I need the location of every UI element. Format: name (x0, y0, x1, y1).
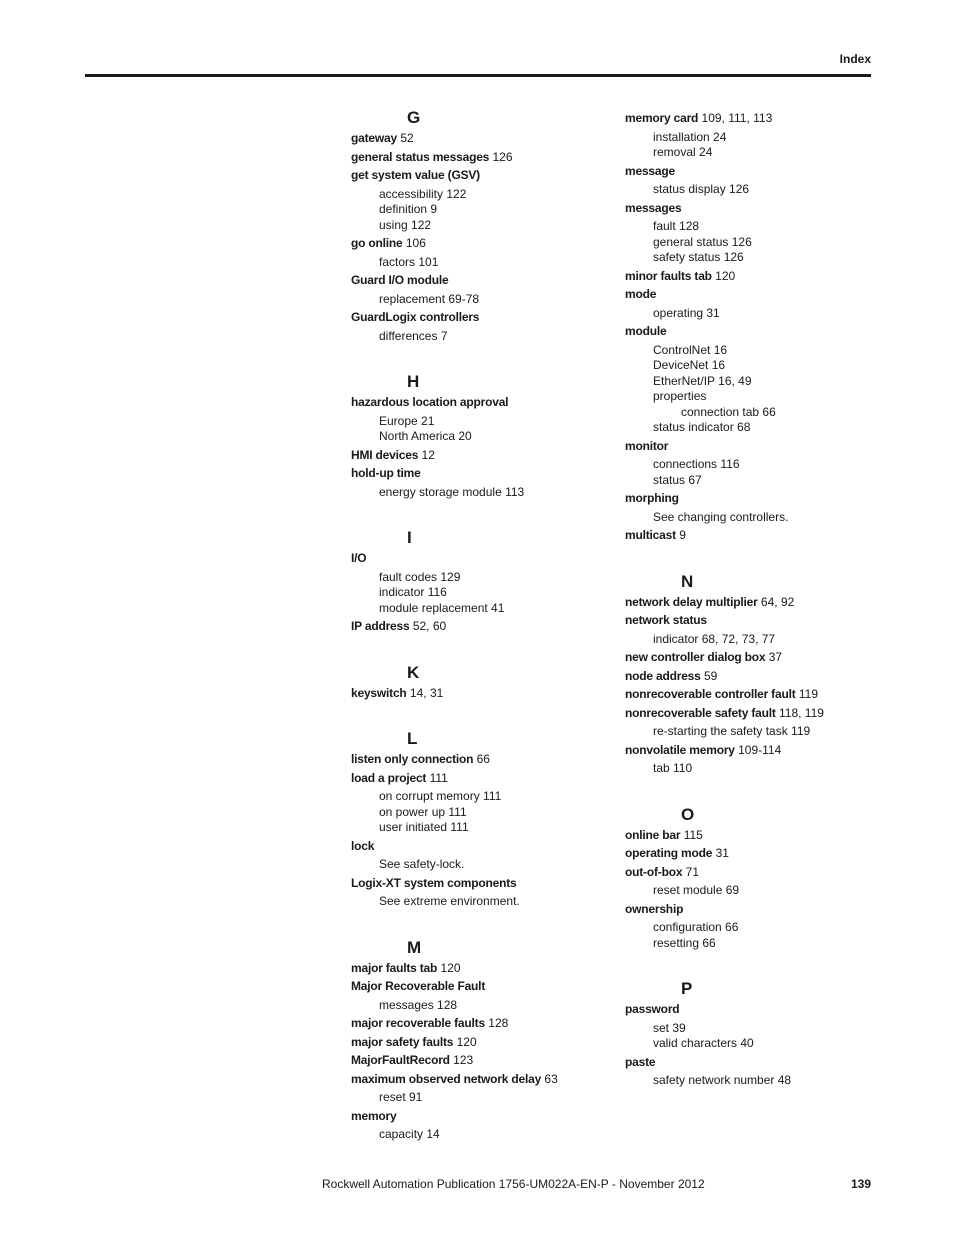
index-entry (351, 1053, 611, 1069)
index-term: multicast (625, 528, 676, 542)
index-term: Guard I/O module (351, 273, 449, 287)
index-term: Major Recoverable Fault (351, 979, 486, 993)
index-subentry: See safety-lock. (379, 857, 465, 871)
index-subentry: indicator 68, 72, 73, 77 (653, 631, 776, 646)
index-letter-heading: O (681, 804, 695, 824)
index-subentries (351, 857, 611, 873)
index-term: GuardLogix controllers (351, 310, 480, 324)
index-entry (625, 687, 885, 703)
index-entry (351, 466, 611, 482)
index-column-right (625, 108, 885, 1089)
index-entry (625, 595, 885, 611)
index-subentry: Europe 21 (379, 413, 435, 428)
index-subentries (351, 998, 611, 1014)
index-subentries (351, 255, 611, 271)
index-term: MajorFaultRecord (351, 1053, 450, 1067)
index-letter-heading: G (407, 108, 421, 127)
index-pages: 120 (456, 1034, 477, 1049)
index-subentry: status display 126 (653, 182, 750, 196)
index-subentry: accessibility 122 (379, 186, 467, 201)
index-subentry: set 39 (653, 1020, 686, 1035)
index-term: HMI devices (351, 447, 419, 462)
index-subentry: valid characters 40 (653, 1036, 754, 1050)
index-term: node address (625, 668, 701, 683)
index-entry (625, 111, 885, 127)
index-entry (351, 448, 611, 464)
index-entry (351, 150, 611, 166)
index-term: lock (351, 838, 375, 853)
index-entry (351, 961, 611, 977)
index-subentry: energy storage module 113 (379, 484, 525, 499)
index-pages: 128 (488, 1016, 509, 1030)
index-term: messages (625, 200, 682, 215)
index-pages: 106 (405, 236, 426, 250)
index-subentry: connections 116 (653, 457, 740, 471)
index-subentries (625, 182, 885, 198)
index-entry (625, 324, 885, 340)
index-entry (625, 846, 885, 862)
index-entry (625, 528, 885, 544)
index-term: module (625, 324, 667, 338)
index-entry (351, 839, 611, 855)
index-subentry: status indicator 68 (653, 420, 751, 434)
index-entry (625, 669, 885, 685)
index-subentry: reset 91 (379, 1090, 423, 1104)
index-subentries (351, 894, 611, 910)
index-pages: 123 (453, 1053, 474, 1067)
index-term: network delay multiplier (625, 594, 758, 609)
index-subentry: resetting 66 (653, 935, 716, 950)
index-subentries (625, 510, 885, 526)
index-pages: 111 (429, 770, 448, 785)
index-subentry: properties (653, 389, 707, 403)
index-subentries (351, 485, 611, 501)
index-subentries (351, 570, 611, 617)
index-term: major faults tab (351, 960, 438, 975)
index-pages: 12 (421, 447, 435, 462)
index-term: major recoverable faults (351, 1016, 485, 1030)
index-pages: 109, 111, 113 (701, 111, 773, 125)
publication-footer: Rockwell Automation Publication 1756-UM022A-EN-P - November 2012 (322, 1177, 705, 1191)
index-term: new controller dialog box (625, 650, 766, 664)
index-subentries (625, 457, 885, 488)
index-subentry: safety status 126 (653, 250, 744, 264)
index-subentry: tab 110 (653, 761, 693, 775)
index-subentry: re-starting the safety task 119 (653, 724, 811, 738)
index-term: hold-up time (351, 466, 421, 480)
index-subentry: See changing controllers. (653, 509, 789, 524)
index-entry (351, 551, 611, 567)
index-subentries (625, 306, 885, 322)
index-subentry: ControlNet 16 (653, 342, 728, 357)
index-subentry: operating 31 (653, 305, 720, 320)
index-subentry: on corrupt memory 111 (379, 789, 502, 803)
index-term: memory card (625, 111, 699, 125)
index-subentries (625, 632, 885, 648)
index-entry (351, 273, 611, 289)
index-term: gateway (351, 131, 397, 145)
index-letter-heading: K (407, 662, 420, 682)
index-entry (351, 131, 611, 147)
index-subentry: removal 24 (653, 145, 713, 159)
index-subentry: fault codes 129 (379, 569, 461, 584)
index-term: morphing (625, 491, 679, 505)
index-subentry: general status 126 (653, 234, 752, 249)
index-subentry: EtherNet/IP 16, 49 (653, 373, 752, 388)
index-term: mode (625, 287, 657, 301)
index-entry (625, 491, 885, 507)
index-subentry: connection tab 66 (681, 404, 776, 419)
index-entry (625, 865, 885, 881)
index-entry (625, 706, 885, 722)
index-entry (351, 979, 611, 995)
page-number: 139 (850, 1177, 871, 1191)
index-entry (351, 771, 611, 787)
index-subentry: using 122 (379, 217, 432, 232)
index-subentry: status 67 (653, 472, 702, 487)
running-header: Index (839, 52, 871, 66)
index-subentry: factors 101 (379, 254, 439, 269)
index-subentries (351, 414, 611, 445)
index-letter-heading: I (407, 528, 412, 547)
index-term: Logix-XT system components (351, 875, 517, 890)
index-pages: 9 (679, 528, 686, 542)
index-entry (351, 752, 611, 768)
index-term: maximum observed network delay (351, 1071, 542, 1086)
index-entry (625, 269, 885, 285)
index-pages: 37 (768, 650, 783, 664)
index-term: nonvolatile memory (625, 742, 735, 757)
index-entry (351, 310, 611, 326)
index-subentry: installation 24 (653, 129, 727, 144)
index-letter-heading: H (407, 372, 420, 391)
index-entry (351, 236, 611, 252)
index-subentries (351, 789, 611, 836)
index-column-left (351, 108, 611, 1143)
index-letter-heading: P (681, 979, 693, 998)
index-subentry: module replacement 41 (379, 600, 505, 615)
index-term: listen only connection (351, 752, 474, 766)
index-subentry: reset module 69 (653, 883, 740, 897)
index-entry (625, 201, 885, 217)
index-entry (625, 743, 885, 759)
index-subentries (625, 920, 885, 951)
index-entry (625, 287, 885, 303)
index-letter-heading: L (407, 729, 418, 748)
index-subentry: DeviceNet 16 (653, 358, 726, 372)
index-term: out-of-box (625, 864, 683, 879)
index-subentry: messages 128 (379, 997, 458, 1012)
index-entry (351, 168, 611, 184)
index-entry (351, 686, 611, 702)
index-entry (351, 1072, 611, 1088)
index-pages: 120 (440, 960, 461, 975)
index-subentries (625, 883, 885, 899)
index-pages: 118, 119 (779, 705, 824, 720)
index-subentry: fault 128 (653, 219, 700, 233)
index-entry (351, 1035, 611, 1051)
index-subentry: configuration 66 (653, 920, 739, 934)
index-pages: 120 (715, 268, 736, 283)
index-letter-heading: M (407, 937, 422, 957)
index-subentry: definition 9 (379, 202, 438, 216)
index-subentry: user initiated 111 (379, 820, 469, 834)
index-entry (625, 439, 885, 455)
index-subentries (625, 724, 885, 740)
index-entry (351, 395, 611, 411)
index-term: minor faults tab (625, 268, 712, 283)
index-pages: 126 (492, 149, 513, 164)
index-term: ownership (625, 901, 684, 916)
index-term: general status messages (351, 149, 490, 164)
index-subentry: on power up 111 (379, 804, 467, 819)
index-subentry: indicator 116 (379, 585, 447, 599)
index-pages: 66 (476, 752, 490, 766)
index-entry (351, 876, 611, 892)
index-subentries (351, 1090, 611, 1106)
index-subentry: safety network number 48 (653, 1073, 792, 1087)
index-subentries (625, 343, 885, 436)
index-term: nonrecoverable controller fault (625, 687, 796, 701)
index-term: IP address (351, 619, 410, 633)
index-term: hazardous location approval (351, 395, 509, 409)
index-letter-heading: N (681, 571, 694, 591)
index-subentries (351, 1127, 611, 1143)
index-entry (351, 1109, 611, 1125)
index-subentries (625, 1021, 885, 1052)
index-entry (625, 902, 885, 918)
index-entry (625, 650, 885, 666)
index-subentries (351, 292, 611, 308)
index-pages: 109-114 (738, 742, 782, 757)
index-pages: 115 (683, 827, 703, 842)
index-term: memory (351, 1108, 397, 1123)
index-subentries (351, 329, 611, 345)
index-entry (625, 164, 885, 180)
index-subentry: capacity 14 (379, 1127, 440, 1141)
index-subentries (351, 187, 611, 234)
index-pages: 119 (798, 687, 818, 701)
index-pages: 31 (715, 846, 729, 860)
index-term: I/O (351, 551, 367, 565)
index-term: paste (625, 1054, 656, 1069)
index-term: monitor (625, 438, 669, 453)
header-rule (85, 74, 871, 77)
index-subentry: replacement 69-78 (379, 291, 480, 306)
index-pages: 14, 31 (409, 685, 444, 700)
index-pages: 71 (685, 864, 700, 879)
index-term: major safety faults (351, 1034, 454, 1049)
index-subentry: differences 7 (379, 328, 448, 343)
index-entry (625, 613, 885, 629)
index-subentries (625, 761, 885, 777)
index-subentries (625, 1073, 885, 1089)
index-term: load a project (351, 770, 427, 785)
index-entry (625, 1002, 885, 1018)
index-term: online bar (625, 827, 681, 842)
index-pages: 52 (400, 131, 414, 145)
index-pages: 64, 92 (760, 594, 795, 609)
index-entry (351, 1016, 611, 1032)
index-entry (351, 619, 611, 635)
index-term: network status (625, 613, 707, 627)
index-term: get system value (GSV) (351, 168, 480, 182)
index-pages: 63 (544, 1071, 558, 1086)
index-term: password (625, 1002, 680, 1016)
index-subentries (625, 219, 885, 266)
index-subentry: North America 20 (379, 429, 472, 443)
index-subentries (625, 130, 885, 161)
index-entry (625, 828, 885, 844)
index-pages: 59 (703, 668, 718, 683)
index-term: go online (351, 236, 403, 250)
index-pages: 52, 60 (412, 619, 447, 633)
index-entry (625, 1055, 885, 1071)
index-term: nonrecoverable safety fault (625, 705, 776, 720)
index-term: operating mode (625, 846, 713, 860)
index-term: message (625, 163, 675, 178)
index-term: keyswitch (351, 685, 407, 700)
index-subentry: See extreme environment. (379, 894, 520, 908)
